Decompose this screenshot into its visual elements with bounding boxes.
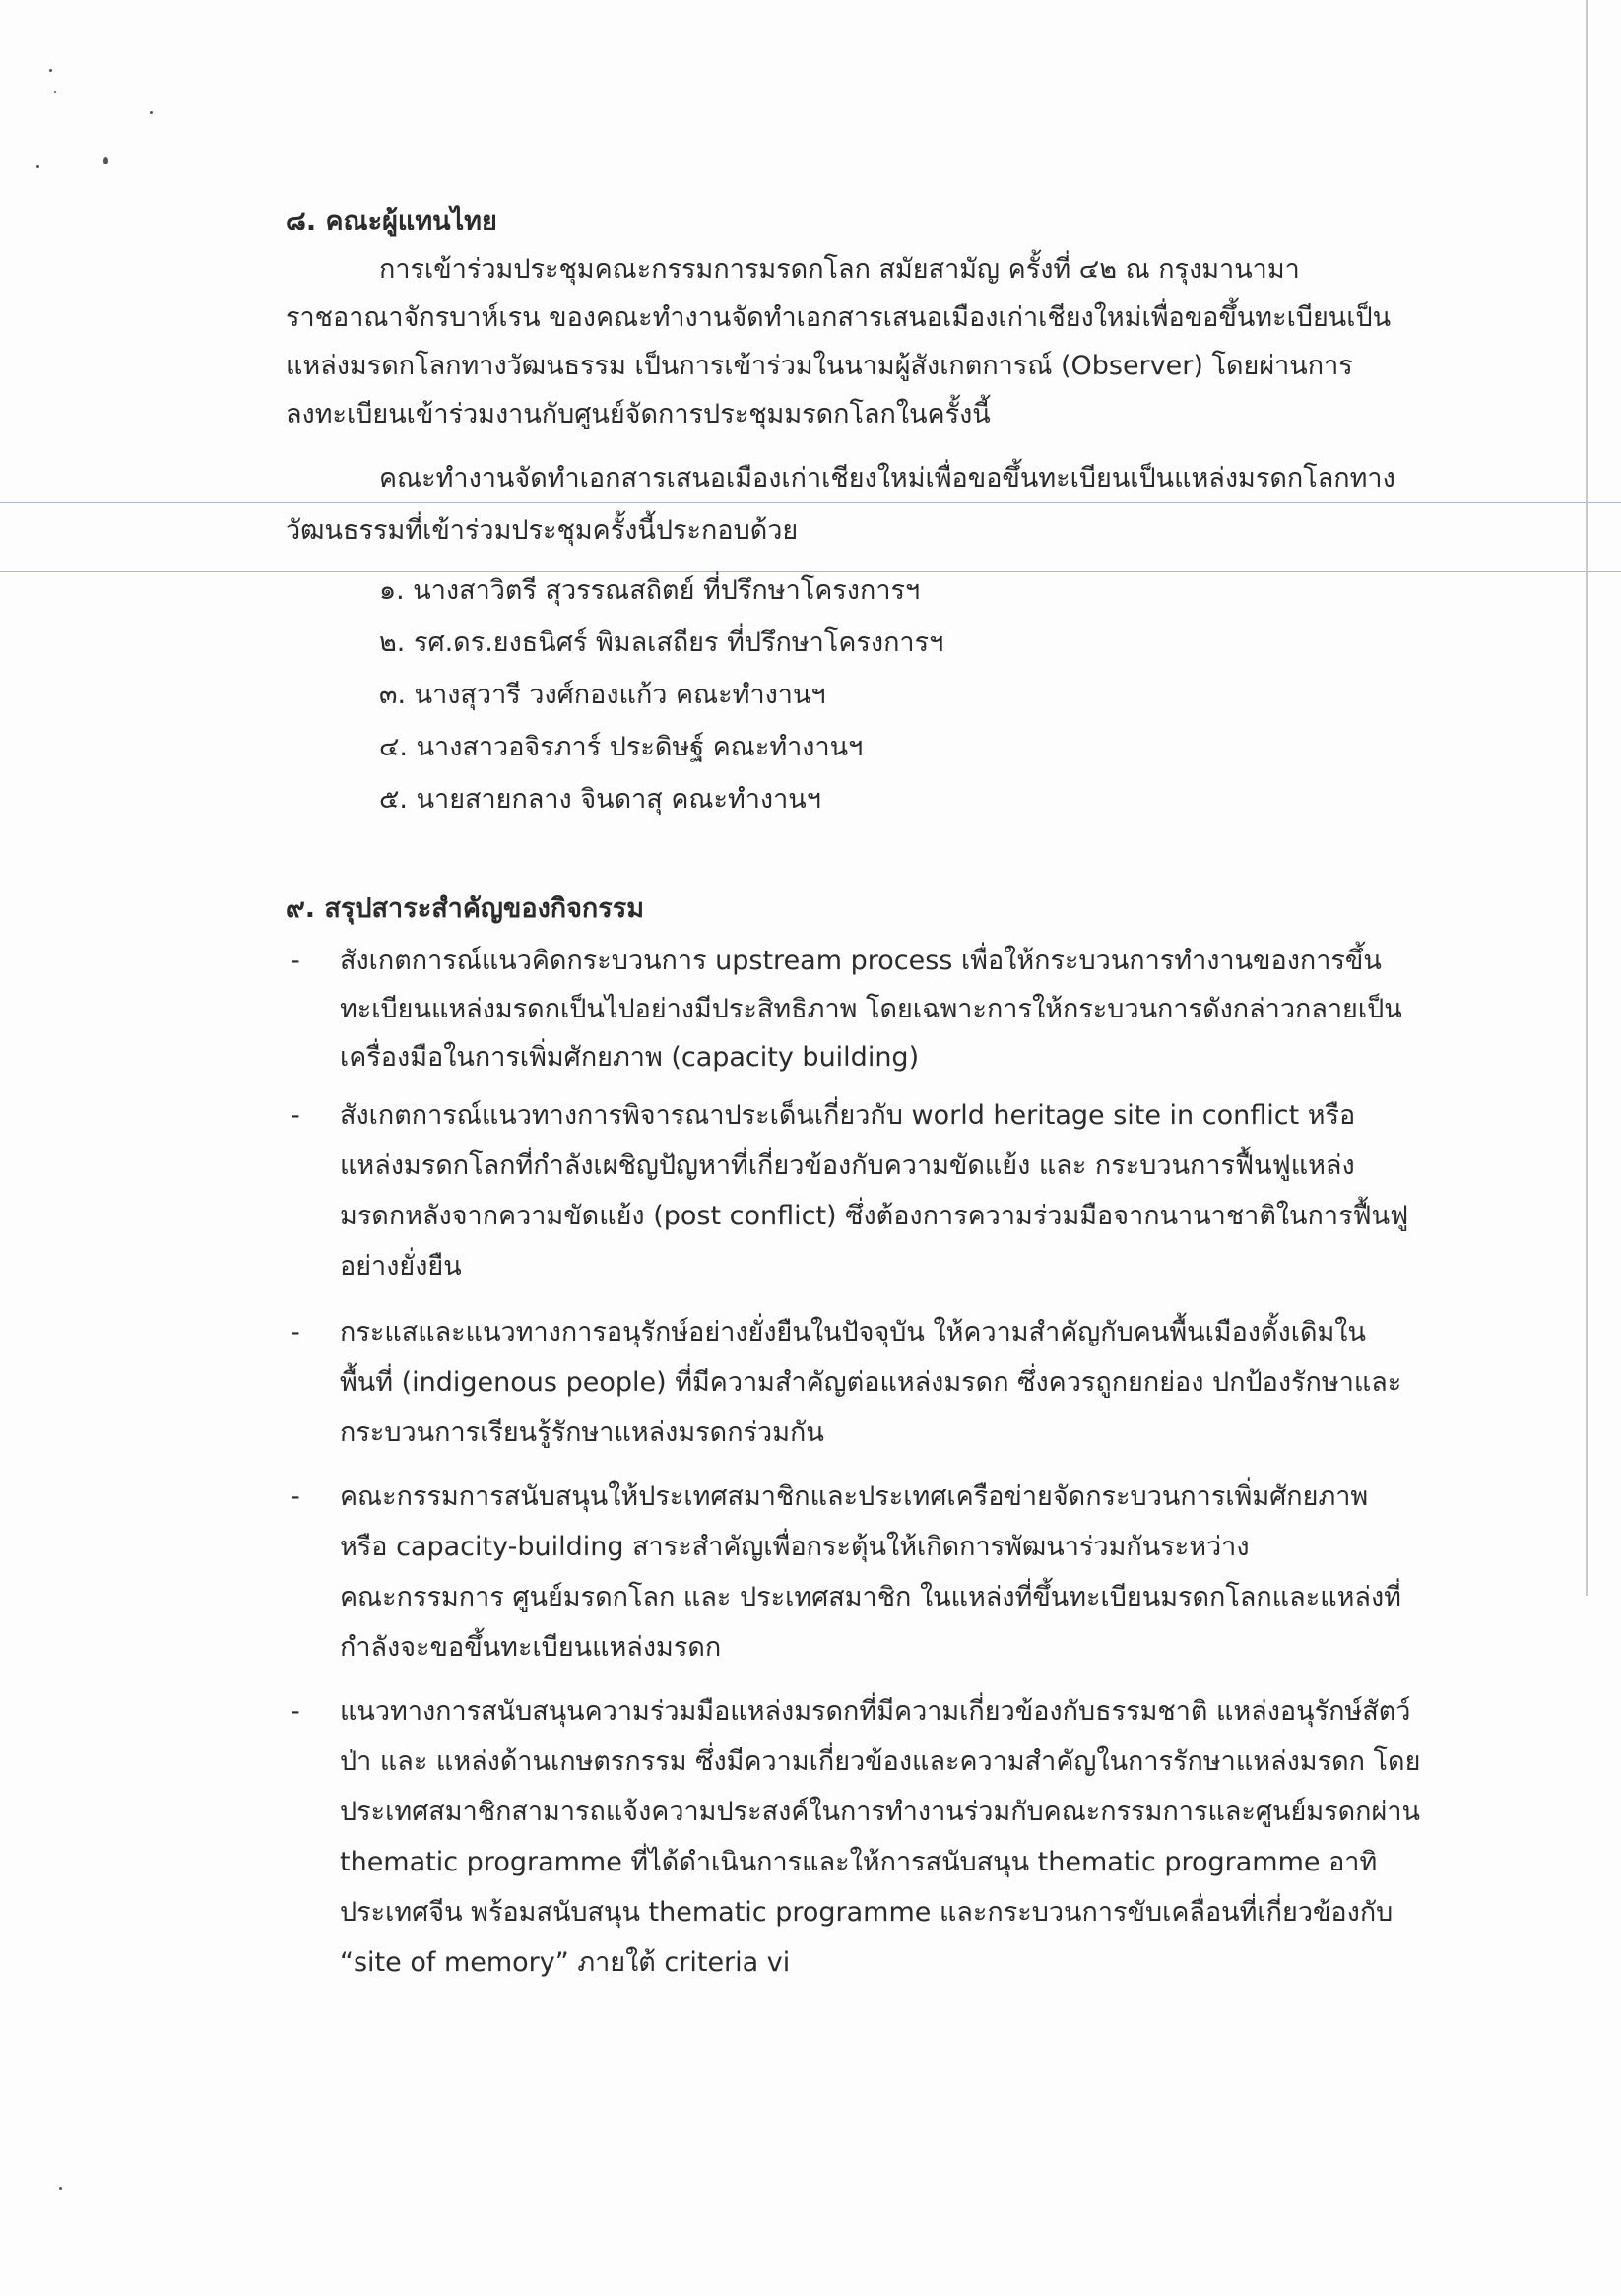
bullet-dash: -	[291, 1481, 300, 1512]
bullet-dash: -	[291, 1100, 300, 1131]
bullet-line: สังเกตการณ์แนวคิดกระบวนการ upstream process เพื่อให้กระบวนการทำงานของการขึ้น	[340, 946, 1382, 976]
bullet-line: สังเกตการณ์แนวทางการพิจารณาประเด็นเกี่ยวกับ world heritage site in conflict หรือ	[340, 1100, 1356, 1131]
bullet-line: ประเทศสมาชิกสามารถแจ้งความประสงค์ในการทำงานร่วมกับคณะกรรมการและศูนย์มรดกผ่าน	[340, 1797, 1420, 1827]
paragraph-line: วัฒนธรรมที่เข้าร่วมประชุมครั้งนี้ประกอบด้วย	[286, 515, 799, 546]
bullet-line: กระบวนการเรียนรู้รักษาแหล่งมรดกร่วมกัน	[340, 1417, 824, 1448]
bullet-line: หรือ capacity-building สาระสำคัญเพื่อกระตุ้นให้เกิดการพัฒนาร่วมกันระหว่าง	[340, 1532, 1250, 1562]
bullet-line: คณะกรรมการ ศูนย์มรดกโลก และ ประเทศสมาชิก ในแหล่งที่ขึ้นทะเบียนมรดกโลกและแหล่งที่	[340, 1582, 1401, 1612]
scan-speck	[54, 91, 56, 93]
member-item: ๑. นางสาวิตรี สุวรรณสถิตย์ ที่ปรึกษาโครงการฯ	[379, 575, 921, 606]
member-item: ๒. รศ.ดร.ยงธนิศร์ พิมลเสถียร ที่ปรึกษาโครงการฯ	[379, 627, 944, 658]
scan-speck	[49, 69, 52, 72]
scan-speck	[36, 165, 39, 168]
paragraph-line: แหล่งมรดกโลกทางวัฒนธรรม เป็นการเข้าร่วมในนามผู้สังเกตการณ์ (Observer) โดยผ่านการ	[286, 351, 1353, 381]
bullet-line: ป่า และ แหล่งด้านเกษตรกรรม ซึ่งมีความเกี่ยวข้องและความสำคัญในการรักษาแหล่งมรดก โดย	[340, 1746, 1421, 1777]
bullet-dash: -	[291, 1317, 300, 1347]
bullet-line: เครื่องมือในการเพิ่มศักยภาพ (capacity building)	[340, 1042, 920, 1073]
bullet-dash: -	[291, 946, 300, 976]
bullet-line: กำลังจะขอขึ้นทะเบียนแหล่งมรดก	[340, 1632, 722, 1663]
bullet-line: thematic programme ที่ได้ดำเนินการและให้การสนับสนุน thematic programme อาทิ	[340, 1847, 1378, 1877]
scan-speck	[59, 2187, 62, 2190]
bullet-line: มรดกหลังจากความขัดแย้ง (post conflict) ซึ่งต้องการความร่วมมือจากนานาชาติในการฟื้นฟู	[340, 1201, 1409, 1231]
section-9-heading: ๙. สรุปสาระสำคัญของกิจกรรม	[286, 893, 645, 924]
bullet-line: แหล่งมรดกโลกที่กำลังเผชิญปัญหาที่เกี่ยวข้องกับความขัดแย้ง และ กระบวนการฟื้นฟูแหล่ง	[340, 1150, 1355, 1181]
member-item: ๔. นางสาวอจิรภาร์ ประดิษฐ์ คณะทำงานฯ	[379, 732, 864, 762]
bullet-dash: -	[291, 1696, 300, 1727]
bullet-line: ทะเบียนแหล่งมรดกเป็นไปอย่างมีประสิทธิภาพ โดยเฉพาะการให้กระบวนการดังกล่าวกลายเป็น	[340, 994, 1402, 1024]
bullet-line: ประเทศจีน พร้อมสนับสนุน thematic programme และกระบวนการขับเคลื่อนที่เกี่ยวข้องกับ	[340, 1897, 1394, 1928]
scan-speck	[150, 111, 153, 114]
scan-edge-line	[1586, 0, 1588, 1596]
scan-speck	[103, 157, 108, 164]
bullet-line: กระแสและแนวทางการอนุรักษ์อย่างยั่งยืนในปัจจุบัน ให้ความสำคัญกับคนพื้นเมืองดั้งเดิมใน	[340, 1317, 1366, 1347]
bullet-line: พื้นที่ (indigenous people) ที่มีความสำคัญต่อแหล่งมรดก ซึ่งควรถูกยกย่อง ปกป้องรักษาและ	[340, 1367, 1402, 1398]
section-8-heading: ๘. คณะผู้แทนไทย	[286, 206, 497, 236]
paragraph-line: การเข้าร่วมประชุมคณะกรรมการมรดกโลก สมัยสามัญ ครั้งที่ ๔๒ ณ กรุงมานามา	[379, 254, 1300, 285]
scan-artifact-line	[0, 502, 1621, 503]
bullet-line: คณะกรรมการสนับสนุนให้ประเทศสมาชิกและประเทศเครือข่ายจัดกระบวนการเพิ่มศักยภาพ	[340, 1481, 1369, 1512]
member-item: ๕. นายสายกลาง จินดาสุ คณะทำงานฯ	[379, 784, 821, 815]
paragraph-line: ลงทะเบียนเข้าร่วมงานกับศูนย์จัดการประชุมมรดกโลกในครั้งนี้	[286, 399, 991, 429]
bullet-line: “site of memory” ภายใต้ criteria vi	[340, 1947, 791, 1978]
paragraph-line: ราชอาณาจักรบาห์เรน ของคณะทำงานจัดทำเอกสารเสนอเมืองเก่าเชียงใหม่เพื่อขอขึ้นทะเบียนเป็น	[286, 302, 1392, 333]
member-item: ๓. นางสุวารี วงศ์กองแก้ว คณะทำงานฯ	[379, 680, 826, 710]
bullet-line: แนวทางการสนับสนุนความร่วมมือแหล่งมรดกที่มีความเกี่ยวข้องกับธรรมชาติ แหล่งอนุรักษ์สัตว์	[340, 1696, 1411, 1727]
paragraph-line: คณะทำงานจัดทำเอกสารเสนอเมืองเก่าเชียงใหม่เพื่อขอขึ้นทะเบียนเป็นแหล่งมรดกโลกทาง	[379, 463, 1395, 493]
bullet-line: อย่างยั่งยืน	[340, 1251, 462, 1281]
